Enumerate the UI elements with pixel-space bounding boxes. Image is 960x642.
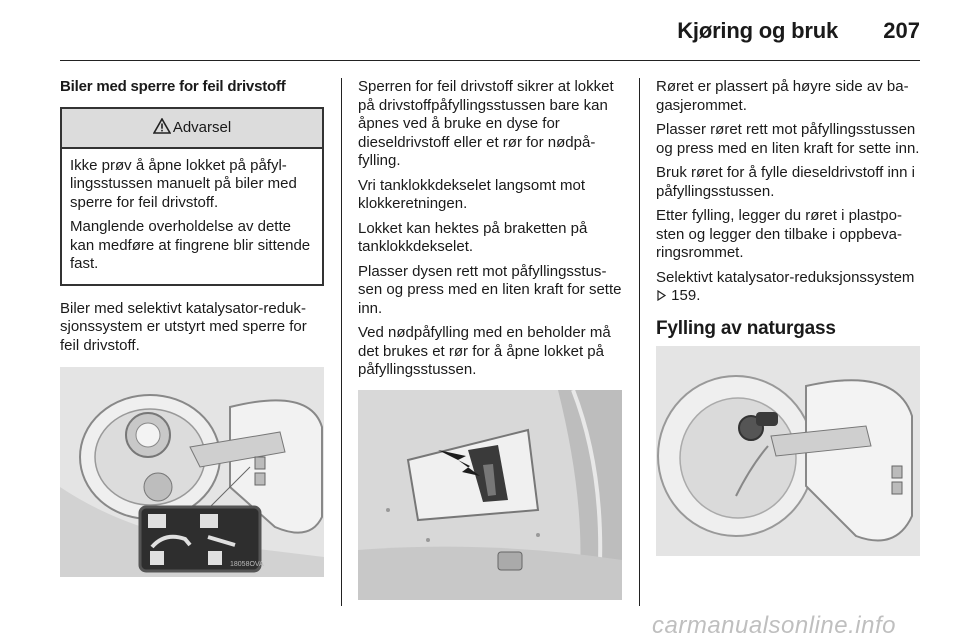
column-3 — [656, 78, 922, 556]
warning-header — [62, 109, 322, 149]
watermark: carmanualsonline.info — [652, 612, 896, 639]
body-paragraph: Sperren for feil drivstoff sikrer at lokket på drivstoffpåfyllingsstussen bare kan åpnes ved å bruke en dyse for dieseldrivstoff eller et rør for nødpåfylling. — [358, 78, 614, 169]
warning-triangle-icon — [153, 111, 171, 127]
body-paragraph: Røret er plassert på høyre side av bagasjerommet. — [656, 78, 909, 114]
warning-box — [60, 107, 324, 286]
xref-page: 159. — [671, 287, 701, 304]
warning-paragraph-2: Manglende overholdelse av dette kan medføre at fingrene blir sittende fast. — [70, 218, 311, 272]
page-number: 207 — [883, 18, 920, 43]
column-2 — [358, 78, 622, 600]
header-title: Kjøring og bruk — [677, 18, 838, 43]
luggage-compartment-pipe-illustration — [358, 390, 622, 600]
body-paragraph: Vri tanklokkdekselet langsomt mot klokkeretningen. — [358, 176, 586, 212]
body-paragraph: Plasser røret rett mot påfyllingsstussen og press med en liten kraft for sette inn. — [656, 121, 920, 157]
page-reference-icon — [656, 288, 667, 299]
column-divider-2 — [639, 78, 640, 606]
body-paragraph: Biler med selektivt katalysator-reduksjonssystem er utstyrt med sperre for feil drivstoff. — [60, 299, 307, 354]
section-heading: Biler med sperre for feil drivstoff — [60, 78, 286, 95]
body-paragraph: Ved nødpåfylling med en beholder må det brukes et rør for å åpne lokket på påfyllingsstussen. — [358, 324, 611, 378]
column-divider-1 — [341, 78, 342, 606]
body-paragraph: Plasser dysen rett mot påfyllingsstussen og press med en liten kraft for sette inn. — [358, 262, 622, 317]
page-header — [0, 0, 960, 62]
body-paragraph: Bruk røret for å fylle dieseldrivstoff inn i påfyllingsstussen. — [656, 164, 915, 200]
warning-body — [62, 149, 322, 284]
column-1 — [60, 78, 324, 577]
body-paragraph: Lokket kan hektes på braketten på tanklokkdekselet. — [358, 219, 588, 255]
figure-code: 18058OVA — [230, 561, 264, 568]
cross-reference — [656, 269, 922, 306]
warning-label: Advarsel — [172, 118, 232, 136]
natural-gas-filler-illustration — [656, 346, 920, 556]
section-heading-natural-gas: Fylling av naturgass — [656, 317, 836, 339]
body-paragraph: Etter fylling, legger du røret i plastposten og legger den tilbake i oppbevaringsrommet. — [656, 207, 903, 261]
fuel-filler-misfuel-inhibitor-illustration — [60, 367, 324, 577]
warning-paragraph-1: Ikke prøv å åpne lokket på påfyllingsstussen manuelt på biler med sperre for feil drivstoff. — [70, 156, 297, 211]
xref-text: Selektivt katalysator-reduksjonssystem — [656, 268, 915, 286]
header-rule — [60, 60, 920, 61]
